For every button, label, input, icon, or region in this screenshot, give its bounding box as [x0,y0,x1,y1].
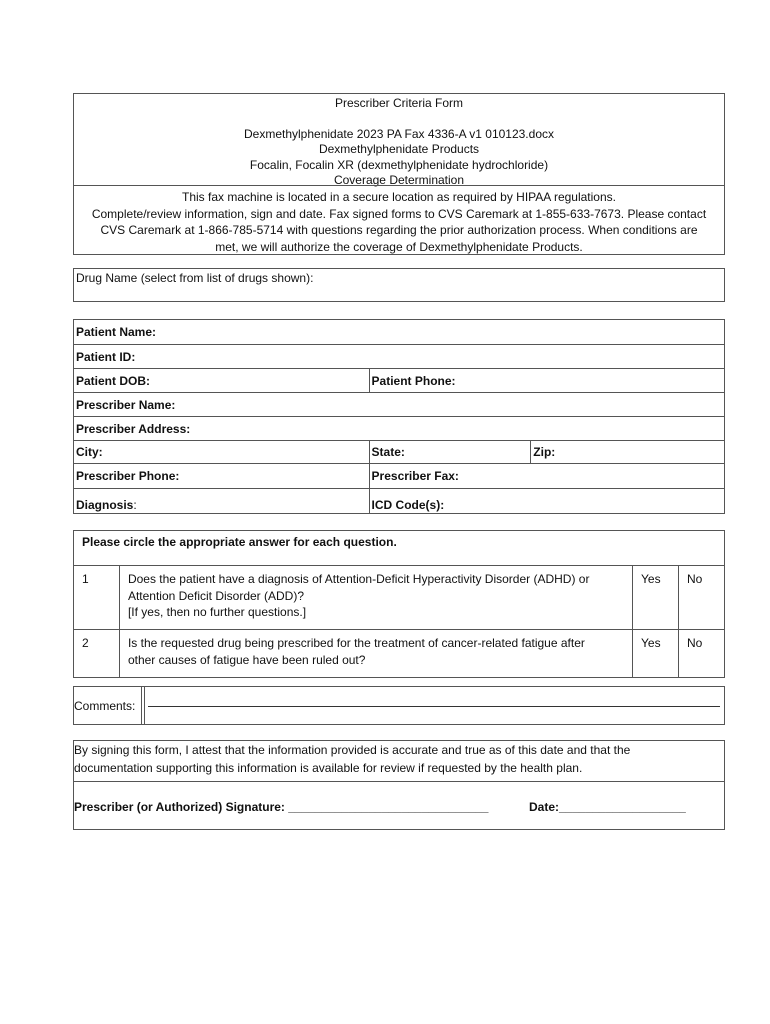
state-field[interactable]: State: [369,441,531,464]
prescriber-fax-field[interactable]: Prescriber Fax: [369,464,724,489]
hipaa-notice [73,185,725,255]
signature-field[interactable]: Prescriber (or Authorized) Signature: ______________________________ [74,800,489,814]
product-line: Dexmethylphenidate Products [318,142,480,156]
question-text: Is the requested drug being prescribed for the treatment of cancer-related fatigue after other causes of fatigue have been ruled out? [119,630,632,678]
date-field[interactable]: Date:___________________ [529,800,686,814]
attestation-section [73,740,725,830]
notice-line: CVS Caremark at 1-866-785-5714 with questions regarding the prior authorization process. When conditions are [100,223,698,237]
document-name: Dexmethylphenidate 2023 PA Fax 4336-A v1 010123.docx [244,126,554,141]
notice-line: This fax machine is located in a secure location as required by HIPAA regulations. [181,190,616,204]
question-number: 1 [74,566,120,630]
patient-dob-field[interactable]: Patient DOB: [74,369,370,393]
prescriber-name-field[interactable]: Prescriber Name: [74,393,725,417]
answer-yes-option[interactable]: Yes [633,630,679,678]
city-field[interactable]: City: [74,441,370,464]
answer-no-option[interactable]: No [679,630,725,678]
question-number: 2 [74,630,120,678]
comments-divider [144,687,145,724]
prescriber-address-field[interactable]: Prescriber Address: [74,417,725,441]
question-text: Does the patient have a diagnosis of Attention-Deficit Hyperactivity Disorder (ADHD) or Attention Deficit Disorder (ADD)? [If yes, then no further questions.] [119,566,632,630]
comments-divider [141,687,142,724]
notice-line: met, we will authorize the coverage of Dexmethylphenidate Products. [215,239,583,254]
comments-label: Comments: [74,699,136,713]
diagnosis-field[interactable]: Diagnosis: [74,489,370,514]
patient-phone-field[interactable]: Patient Phone: [369,369,724,393]
patient-id-field[interactable]: Patient ID: [74,345,725,369]
prescriber-phone-field[interactable]: Prescriber Phone: [74,464,370,489]
drug-line: Focalin, Focalin XR (dexmethylphenidate hydrochloride) [249,157,549,172]
form-header [73,93,725,186]
comments-field[interactable] [73,686,725,725]
criteria-questions-table [73,530,725,678]
question-instruction: Please circle the appropriate answer for each question. [74,531,725,566]
patient-name-field[interactable]: Patient Name: [74,320,725,345]
patient-info-table [73,319,725,514]
drug-name-label: Drug Name (select from list of drugs shown): [76,271,314,285]
section-divider [74,781,724,782]
notice-line: Complete/review information, sign and date. Fax signed forms to CVS Caremark at 1-855-633-7673. Please contact [91,206,707,221]
comments-underline [148,706,720,707]
zip-field[interactable]: Zip: [531,441,725,464]
answer-no-option[interactable]: No [679,566,725,630]
attestation-text: By signing this form, I attest that the information provided is accurate and true as of this date and that the documentation supporting this information is available for review if requested by the health plan. [74,743,631,775]
drug-name-field[interactable] [73,268,725,302]
icd-code-field[interactable]: ICD Code(s): [369,489,724,514]
coverage-determination: Coverage Determination [333,173,465,187]
answer-yes-option[interactable]: Yes [633,566,679,630]
form-title: Prescriber Criteria Form [334,96,463,110]
